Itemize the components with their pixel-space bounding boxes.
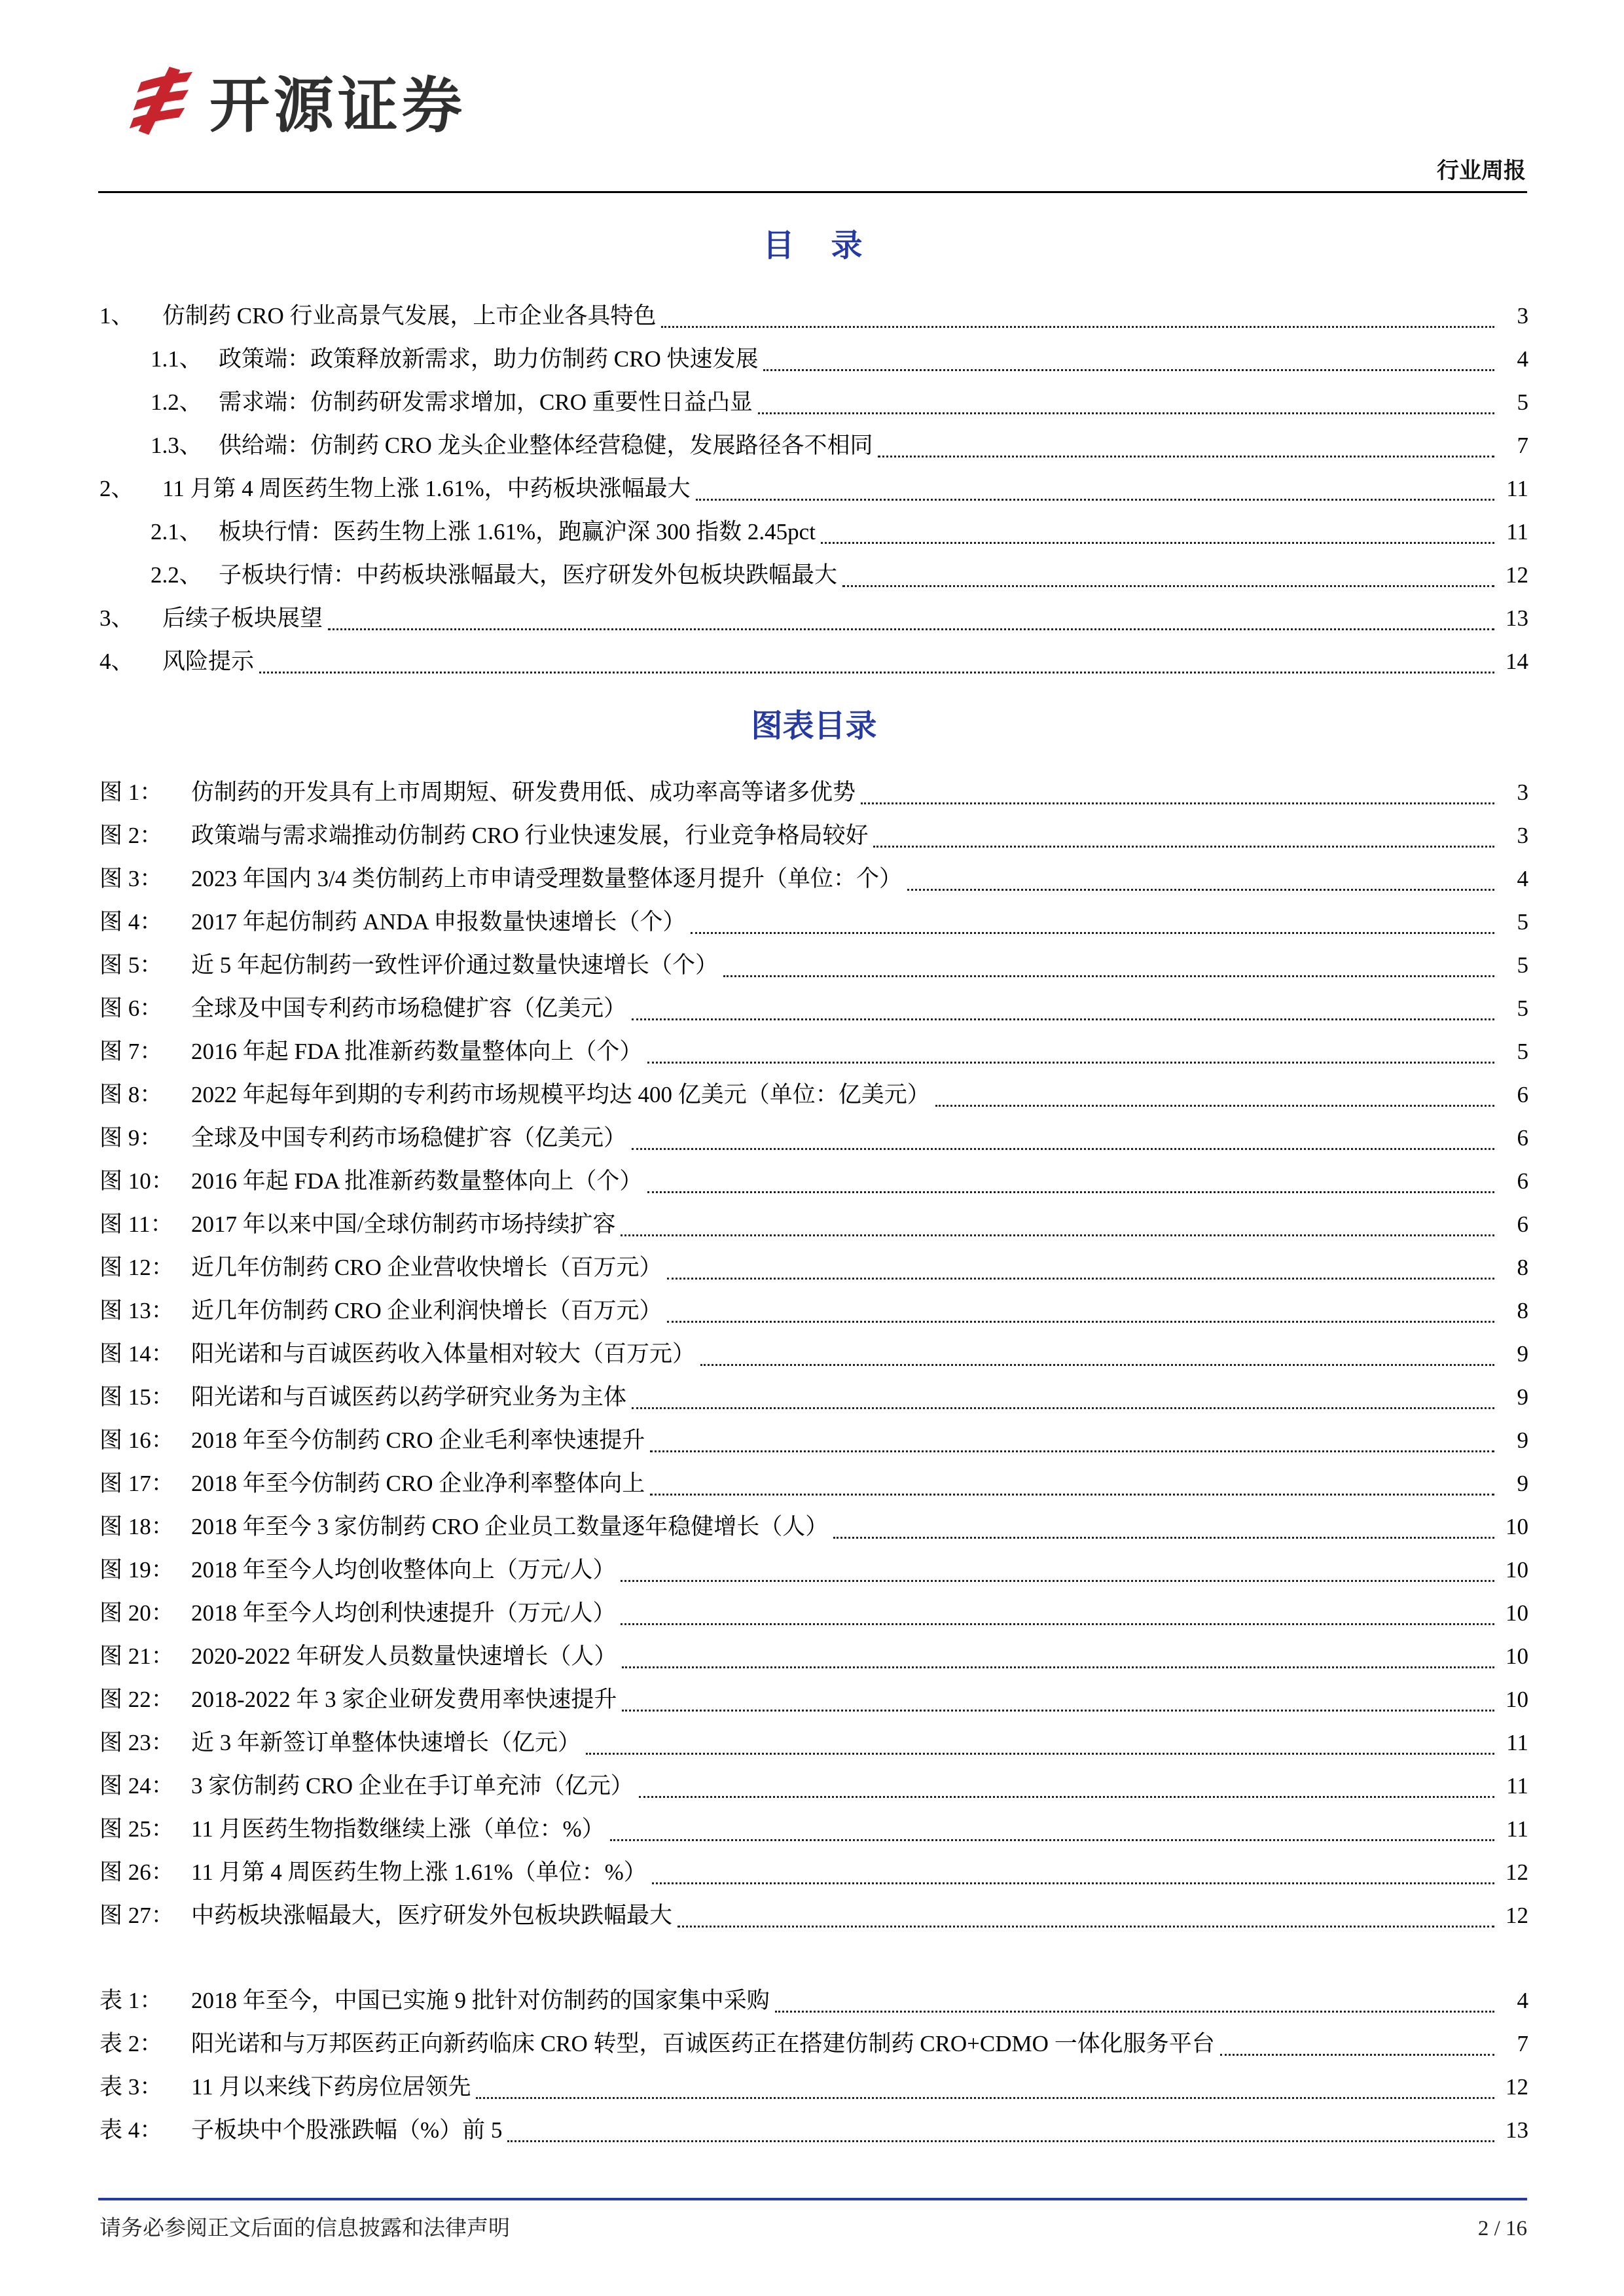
toc-entry-page: 7	[1517, 433, 1528, 458]
dot-leader	[507, 2140, 1494, 2142]
dot-leader	[632, 1407, 1494, 1409]
toc-row[interactable]	[99, 467, 1528, 511]
figure-entry-number: 图 6：	[99, 996, 163, 1021]
dot-leader	[622, 1710, 1494, 1712]
toc-row[interactable]	[99, 424, 1528, 467]
dot-leader	[873, 846, 1494, 848]
dot-leader	[907, 889, 1494, 891]
toc-entry-text: 供给端：仿制药 CRO 龙头企业整体经营稳健，发展路径各不相同	[219, 433, 873, 458]
toc-entry-page: 3	[1517, 303, 1528, 329]
toc-entry-text: 风险提示	[162, 649, 255, 674]
figure-entry-page: 10	[1506, 1643, 1528, 1669]
dot-leader	[861, 802, 1494, 804]
table-entry-number: 表 1：	[99, 1988, 163, 2013]
toc-entry-number: 1.2、	[151, 389, 202, 415]
dot-leader	[700, 1364, 1494, 1366]
report-type-label: 行业周报	[1437, 159, 1526, 183]
figure-entry-page: 11	[1506, 1773, 1528, 1799]
figure-entry-text: 2022 年起每年到期的专利药市场规模平均达 400 亿美元（单位：亿美元）	[191, 1082, 930, 1107]
figure-entry-page: 10	[1506, 1557, 1528, 1583]
toc-entry-page: 11	[1506, 519, 1528, 545]
figure-entry-page: 6	[1517, 1211, 1528, 1237]
figure-entry-number: 图 18：	[99, 1514, 174, 1539]
footer-page-number: 2 / 16	[1477, 2217, 1527, 2240]
dot-leader	[763, 369, 1494, 371]
dot-leader	[842, 585, 1494, 587]
dot-leader	[775, 2011, 1494, 2013]
dot-leader	[667, 1321, 1494, 1323]
figure-entry-page: 10	[1506, 1514, 1528, 1539]
table-entry-text: 子板块中个股涨跌幅（%）前 5	[191, 2117, 503, 2143]
dot-leader	[652, 1882, 1494, 1884]
figure-entry-number: 图 26：	[99, 1859, 174, 1885]
figure-entry-number: 图 12：	[99, 1255, 174, 1280]
table-entry-page: 12	[1506, 2074, 1528, 2100]
figure-entry-text: 2016 年起 FDA 批准新药数量整体向上（个）	[191, 1039, 643, 1064]
table-row[interactable]	[99, 2066, 1528, 2109]
brand-logo-icon	[119, 65, 196, 136]
toc-entry-number: 2、	[99, 476, 134, 501]
figure-entry-page: 12	[1506, 1903, 1528, 1928]
figure-row[interactable]	[99, 1894, 1528, 1937]
table-entry-text: 阳光诺和与万邦医药正向新药临床 CRO 转型，百诚医药正在搭建仿制药 CRO+CDMO 一体化服务平台	[191, 2031, 1215, 2056]
header-divider	[98, 191, 1527, 193]
figure-row[interactable]	[99, 1030, 1528, 1073]
figure-entry-text: 2023 年国内 3/4 类仿制药上市申请受理数量整体逐月提升（单位：个）	[191, 866, 902, 891]
toc-entry-text: 板块行情：医药生物上涨 1.61%，跑赢沪深 300 指数 2.45pct	[219, 519, 816, 545]
toc-row[interactable]	[99, 511, 1528, 554]
dot-leader	[667, 1278, 1494, 1280]
dot-leader	[328, 628, 1494, 630]
figure-entry-page: 3	[1517, 780, 1528, 805]
figure-entry-text: 2017 年起仿制药 ANDA 申报数量快速增长（个）	[191, 909, 686, 935]
figure-entry-number: 图 8：	[99, 1082, 163, 1107]
figure-entry-text: 中药板块涨幅最大，医疗研发外包板块跌幅最大	[191, 1903, 673, 1928]
dot-leader	[691, 932, 1494, 934]
figure-entry-text: 仿制药的开发具有上市周期短、研发费用低、成功率高等诸多优势	[191, 780, 856, 805]
figure-row[interactable]	[99, 1808, 1528, 1851]
figure-row[interactable]	[99, 1333, 1528, 1376]
figure-entry-number: 图 17：	[99, 1471, 174, 1496]
toc-entry-text: 子板块行情：中药板块涨幅最大，医疗研发外包板块跌幅最大	[219, 562, 838, 588]
figure-entry-page: 6	[1517, 1168, 1528, 1194]
figure-entry-page: 8	[1517, 1255, 1528, 1280]
figure-entry-page: 9	[1517, 1471, 1528, 1496]
figure-entry-text: 2018 年至今人均创利快速提升（万元/人）	[191, 1600, 616, 1626]
figure-entry-text: 全球及中国专利药市场稳健扩容（亿美元）	[191, 1125, 627, 1151]
figure-entry-page: 6	[1517, 1082, 1528, 1107]
figure-entry-text: 全球及中国专利药市场稳健扩容（亿美元）	[191, 996, 627, 1021]
figure-entry-number: 图 23：	[99, 1730, 174, 1755]
figure-entry-text: 近 3 年新签订单整体快速增长（亿元）	[191, 1730, 581, 1755]
figure-entry-page: 9	[1517, 1427, 1528, 1453]
dot-leader	[758, 412, 1494, 414]
dot-leader	[935, 1105, 1494, 1107]
table-entry-number: 表 3：	[99, 2074, 163, 2100]
toc-entry-page: 14	[1506, 649, 1528, 674]
dot-leader	[621, 1234, 1494, 1236]
figure-row[interactable]	[99, 1505, 1528, 1549]
figure-entry-page: 9	[1517, 1384, 1528, 1410]
figure-entry-page: 9	[1517, 1341, 1528, 1367]
toc-entry-page: 12	[1506, 562, 1528, 588]
figure-row[interactable]	[99, 1203, 1528, 1246]
figure-row[interactable]	[99, 814, 1528, 857]
toc-entry-text: 11 月第 4 周医药生物上涨 1.61%，中药板块涨幅最大	[162, 476, 691, 501]
dot-leader	[622, 1666, 1494, 1668]
figure-entry-number: 图 21：	[99, 1643, 174, 1669]
toc-entry-number: 4、	[99, 649, 134, 674]
figure-row[interactable]	[99, 1419, 1528, 1462]
figure-entry-page: 10	[1506, 1687, 1528, 1712]
figure-list	[99, 771, 1528, 1937]
figure-entry-number: 图 25：	[99, 1816, 174, 1842]
toc-entry-text: 需求端：仿制药研发需求增加，CRO 重要性日益凸显	[219, 389, 753, 415]
figure-row[interactable]	[99, 1376, 1528, 1419]
dot-leader	[621, 1580, 1494, 1582]
table-row[interactable]	[99, 1979, 1528, 2022]
dot-leader	[696, 499, 1494, 501]
figure-entry-number: 图 5：	[99, 952, 163, 978]
figure-entry-text: 近 5 年起仿制药一致性评价通过数量快速增长（个）	[191, 952, 719, 978]
table-list	[99, 1979, 1528, 2152]
table-entry-number: 表 4：	[99, 2117, 163, 2143]
figure-entry-number: 图 13：	[99, 1298, 174, 1323]
figure-entry-page: 12	[1506, 1859, 1528, 1885]
table-entry-number: 表 2：	[99, 2031, 163, 2056]
figure-entry-number: 图 22：	[99, 1687, 174, 1712]
dot-leader	[723, 975, 1494, 977]
dot-leader	[677, 1926, 1494, 1928]
figure-entry-page: 5	[1517, 909, 1528, 935]
figure-entry-text: 2018 年至今仿制药 CRO 企业毛利率快速提升	[191, 1427, 645, 1453]
toc-row[interactable]	[99, 295, 1528, 338]
page-content	[99, 228, 1528, 2152]
figure-entry-text: 2016 年起 FDA 批准新药数量整体向上（个）	[191, 1168, 643, 1194]
figure-row[interactable]	[99, 1073, 1528, 1117]
figure-entry-page: 10	[1506, 1600, 1528, 1626]
toc-entry-text: 仿制药 CRO 行业高景气发展，上市企业各具特色	[162, 303, 657, 329]
figure-entry-page: 3	[1517, 823, 1528, 848]
dot-leader	[639, 1796, 1494, 1798]
figure-entry-text: 3 家仿制药 CRO 企业在手订单充沛（亿元）	[191, 1773, 634, 1799]
dot-leader	[259, 672, 1494, 673]
figure-entry-page: 4	[1517, 866, 1528, 891]
figure-entry-text: 2018-2022 年 3 家企业研发费用率快速提升	[191, 1687, 617, 1712]
figure-row[interactable]	[99, 1635, 1528, 1678]
figure-entry-text: 11 月医药生物指数继续上涨（单位：%）	[191, 1816, 605, 1842]
table-entry-text: 11 月以来线下药房位居领先	[191, 2074, 471, 2100]
table-entry-page: 13	[1506, 2117, 1528, 2143]
dot-leader	[650, 1450, 1494, 1452]
figure-entry-number: 图 24：	[99, 1773, 174, 1799]
dot-leader	[610, 1839, 1494, 1841]
dot-leader	[661, 326, 1494, 328]
table-entry-page: 7	[1517, 2031, 1528, 2056]
figure-row[interactable]	[99, 1765, 1528, 1808]
dot-leader	[647, 1062, 1494, 1064]
table-entry-page: 4	[1517, 1988, 1528, 2013]
toc-entry-text: 政策端：政策释放新需求，助力仿制药 CRO 快速发展	[219, 346, 759, 372]
toc-entry-number: 2.1、	[151, 519, 202, 545]
figure-row[interactable]	[99, 944, 1528, 987]
figure-entry-number: 图 7：	[99, 1039, 163, 1064]
figure-entry-number: 图 11：	[99, 1211, 173, 1237]
figure-entry-page: 6	[1517, 1125, 1528, 1151]
figure-row[interactable]	[99, 1678, 1528, 1721]
toc-entry-number: 1、	[99, 303, 134, 329]
figure-row[interactable]	[99, 1117, 1528, 1160]
dot-leader	[1220, 2054, 1494, 2056]
figure-entry-text: 近几年仿制药 CRO 企业营收快增长（百万元）	[191, 1255, 662, 1280]
toc-entry-number: 3、	[99, 605, 134, 631]
figure-row[interactable]	[99, 857, 1528, 901]
dot-leader	[650, 1494, 1494, 1496]
dot-leader	[586, 1753, 1494, 1755]
figure-entry-page: 5	[1517, 1039, 1528, 1064]
table-row[interactable]	[99, 2109, 1528, 2152]
toc-row[interactable]	[99, 554, 1528, 597]
figure-entry-number: 图 10：	[99, 1168, 174, 1194]
toc-row[interactable]	[99, 597, 1528, 640]
figure-entry-page: 11	[1506, 1816, 1528, 1842]
toc-entry-number: 2.2、	[151, 562, 202, 588]
dot-leader	[632, 1148, 1494, 1150]
figure-row[interactable]	[99, 771, 1528, 814]
toc-entry-page: 13	[1506, 605, 1528, 631]
figures-title: 图表目录	[751, 709, 877, 744]
table-entry-text: 2018 年至今，中国已实施 9 批针对仿制药的国家集中采购	[191, 1988, 770, 2013]
figure-entry-text: 2018 年至今人均创收整体向上（万元/人）	[191, 1557, 616, 1583]
figure-entry-number: 图 9：	[99, 1125, 163, 1151]
figure-entry-text: 阳光诺和与百诚医药收入体量相对较大（百万元）	[191, 1341, 696, 1367]
dot-leader	[878, 456, 1494, 457]
figure-entry-number: 图 16：	[99, 1427, 174, 1453]
figure-row[interactable]	[99, 1721, 1528, 1765]
figure-entry-text: 2020-2022 年研发人员数量快速增长（人）	[191, 1643, 617, 1669]
brand-logo-text: 开源证券	[209, 73, 467, 139]
figure-entry-text: 政策端与需求端推动仿制药 CRO 行业快速发展，行业竞争格局较好	[191, 823, 869, 848]
toc-entry-page: 4	[1517, 346, 1528, 372]
figure-row[interactable]	[99, 1462, 1528, 1505]
figure-entry-page: 11	[1506, 1730, 1528, 1755]
figure-entry-number: 图 3：	[99, 866, 163, 891]
toc-row[interactable]	[99, 381, 1528, 424]
figure-entry-page: 8	[1517, 1298, 1528, 1323]
footer-disclaimer: 请务必参阅正文后面的信息披露和法律声明	[99, 2217, 510, 2240]
brand-logo	[119, 58, 466, 144]
toc-entry-number: 1.3、	[151, 433, 202, 458]
figure-entry-text: 阳光诺和与百诚医药以药学研究业务为主体	[191, 1384, 627, 1410]
figure-entry-text: 2018 年至今 3 家仿制药 CRO 企业员工数量逐年稳健增长（人）	[191, 1514, 829, 1539]
figure-entry-text: 近几年仿制药 CRO 企业利润快增长（百万元）	[191, 1298, 662, 1323]
figure-entry-number: 图 27：	[99, 1903, 174, 1928]
toc-row[interactable]	[99, 338, 1528, 381]
page-footer	[99, 2211, 1527, 2242]
toc-entry-page: 5	[1517, 389, 1528, 415]
figure-entry-page: 5	[1517, 952, 1528, 978]
dot-leader	[621, 1623, 1494, 1625]
toc-list	[99, 295, 1528, 683]
figure-entry-number: 图 1：	[99, 780, 163, 805]
figure-row[interactable]	[99, 1246, 1528, 1289]
dot-leader	[632, 1018, 1494, 1020]
figure-entry-page: 5	[1517, 996, 1528, 1021]
figure-row[interactable]	[99, 1160, 1528, 1203]
figure-entry-number: 图 14：	[99, 1341, 174, 1367]
figure-row[interactable]	[99, 1549, 1528, 1592]
dot-leader	[476, 2097, 1494, 2099]
dot-leader	[647, 1191, 1494, 1193]
figure-row[interactable]	[99, 901, 1528, 944]
figure-entry-number: 图 2：	[99, 823, 163, 848]
figure-row[interactable]	[99, 1289, 1528, 1333]
dot-leader	[821, 542, 1494, 544]
figure-entry-text: 11 月第 4 周医药生物上涨 1.61%（单位：%）	[191, 1859, 647, 1885]
toc-title: 目 录	[763, 228, 865, 263]
toc-entry-page: 11	[1506, 476, 1528, 501]
figure-entry-number: 图 20：	[99, 1600, 174, 1626]
figure-row[interactable]	[99, 987, 1528, 1030]
figure-entry-text: 2018 年至今仿制药 CRO 企业净利率整体向上	[191, 1471, 645, 1496]
toc-row[interactable]	[99, 640, 1528, 683]
toc-entry-number: 1.1、	[151, 346, 202, 372]
figure-entry-number: 图 19：	[99, 1557, 174, 1583]
figure-row[interactable]	[99, 1851, 1528, 1894]
figure-entry-number: 图 15：	[99, 1384, 174, 1410]
figure-row[interactable]	[99, 1592, 1528, 1635]
dot-leader	[833, 1537, 1494, 1539]
toc-entry-text: 后续子板块展望	[162, 605, 323, 631]
figure-entry-text: 2017 年以来中国/全球仿制药市场持续扩容	[191, 1211, 616, 1237]
figure-entry-number: 图 4：	[99, 909, 163, 935]
footer-divider	[98, 2198, 1527, 2200]
page-header	[98, 52, 1527, 191]
table-row[interactable]	[99, 2022, 1528, 2066]
